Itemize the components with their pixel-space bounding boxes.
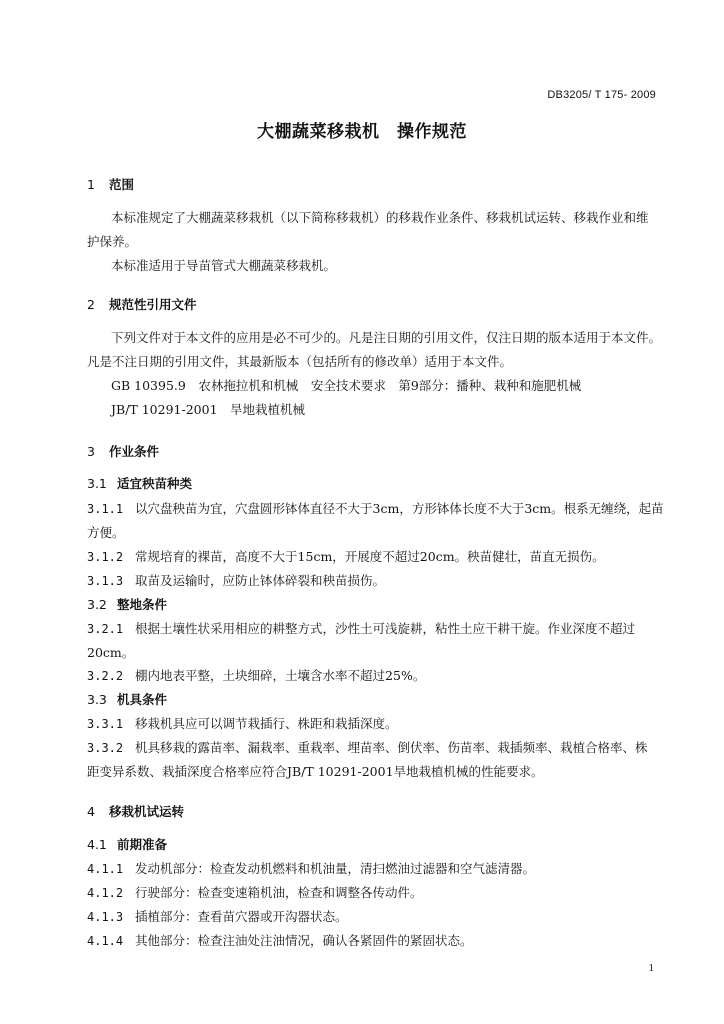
paragraph-line: 护保养。 bbox=[87, 234, 138, 249]
clause-text: 取苗及运输时，应防止钵体碎裂和秧苗损伤。 bbox=[135, 573, 386, 588]
clause-3-2-1 bbox=[87, 619, 635, 637]
clause-number: 3.1.3 bbox=[87, 574, 124, 588]
paragraph-line: 20cm。 bbox=[87, 645, 135, 660]
clause-number: 4.1.4 bbox=[87, 934, 124, 948]
subsection-heading-3-1 bbox=[87, 474, 192, 492]
clause-number: 3.2.2 bbox=[87, 669, 124, 683]
section-number: 1 bbox=[87, 177, 95, 192]
paragraph-line: 本标准适用于导苗管式大棚蔬菜移栽机。 bbox=[111, 258, 337, 273]
section-heading-2 bbox=[87, 295, 197, 313]
clause-number: 3.3.2 bbox=[87, 741, 124, 755]
clause-number: 3.1.1 bbox=[87, 502, 124, 516]
section-title: 范围 bbox=[109, 177, 135, 192]
page-number: 1 bbox=[648, 962, 654, 974]
subsection-number: 4.1 bbox=[87, 837, 107, 852]
subsection-number: 3.2 bbox=[87, 597, 107, 612]
clause-4-1-1 bbox=[87, 859, 535, 877]
clause-text: 行驶部分：检查变速箱机油，检查和调整各传动件。 bbox=[135, 885, 423, 900]
clause-text: 棚内地表平整，土块细碎，土壤含水率不超过25%。 bbox=[135, 668, 426, 683]
paragraph-line: 本标准规定了大棚蔬菜移栽机（以下简称移栽机）的移栽作业条件、移栽机试运转、移栽作业和维 bbox=[111, 210, 649, 225]
normative-reference: JB/T 10291-2001 旱地栽植机械 bbox=[111, 402, 306, 417]
paragraph-line: 方便。 bbox=[87, 525, 125, 540]
subsection-number: 3.3 bbox=[87, 692, 107, 707]
clause-4-1-3 bbox=[87, 907, 348, 925]
section-number: 3 bbox=[87, 444, 95, 459]
section-heading-3 bbox=[87, 442, 159, 460]
clause-3-1-3 bbox=[87, 571, 385, 589]
clause-3-2-2 bbox=[87, 666, 425, 684]
section-heading-1 bbox=[87, 175, 134, 193]
clause-number: 3.1.2 bbox=[87, 550, 124, 564]
clause-number: 3.2.1 bbox=[87, 622, 124, 636]
document-title: 大棚蔬菜移栽机 操作规范 bbox=[257, 122, 467, 142]
clause-text: 移栽机具应可以调节栽插行、株距和栽插深度。 bbox=[135, 716, 398, 731]
section-title: 作业条件 bbox=[109, 444, 160, 459]
subsection-title: 整地条件 bbox=[117, 597, 168, 612]
subsection-title: 机具条件 bbox=[117, 692, 168, 707]
clause-text: 以穴盘秧苗为宜，穴盘圆形钵体直径不大于3cm，方形钵体长度不大于3cm。根系无缠绕，起苗 bbox=[135, 501, 664, 516]
section-heading-4 bbox=[87, 802, 184, 820]
standard-code: DB3205/ T 175- 2009 bbox=[547, 89, 656, 101]
subsection-title: 前期准备 bbox=[117, 837, 168, 852]
clause-text: 根据土壤性状采用相应的耕整方式，沙性土可浅旋耕，粘性土应干耕干旋。作业深度不超过 bbox=[135, 621, 636, 636]
clause-3-3-2 bbox=[87, 738, 648, 756]
clause-4-1-2 bbox=[87, 883, 423, 901]
clause-3-1-1 bbox=[87, 499, 664, 517]
subsection-heading-3-3 bbox=[87, 690, 167, 708]
clause-number: 3.3.1 bbox=[87, 717, 124, 731]
clause-text: 插植部分：查看苗穴器或开沟器状态。 bbox=[135, 909, 348, 924]
clause-text: 常规培育的裸苗，高度不大于15cm，开展度不超过20cm。秧苗健壮，苗直无损伤。 bbox=[135, 549, 605, 564]
clause-3-1-2 bbox=[87, 547, 605, 565]
clause-text: 机具移栽的露苗率、漏栽率、重栽率、埋苗率、倒伏率、伤苗率、栽插频率、栽植合格率、株 bbox=[135, 740, 648, 755]
clause-4-1-4 bbox=[87, 931, 473, 949]
clause-number: 4.1.1 bbox=[87, 862, 124, 876]
clause-text: 发动机部分：检查发动机燃料和机油量，清扫燃油过滤器和空气滤清器。 bbox=[135, 861, 536, 876]
normative-reference: GB 10395.9 农林拖拉机和机械 安全技术要求 第9部分：播种、栽种和施肥机械 bbox=[111, 378, 582, 393]
clause-text: 其他部分：检查注油处注油情况，确认各紧固件的紧固状态。 bbox=[135, 933, 473, 948]
section-title: 规范性引用文件 bbox=[109, 297, 197, 312]
paragraph-line: 下列文件对于本文件的应用是必不可少的。凡是注日期的引用文件，仅注日期的版本适用于本文件。 bbox=[111, 330, 662, 345]
subsection-number: 3.1 bbox=[87, 476, 107, 491]
paragraph-line: 距变异系数、栽插深度合格率应符合JB/T 10291-2001旱地栽植机械的性能要求。 bbox=[87, 764, 544, 779]
section-title: 移栽机试运转 bbox=[109, 804, 185, 819]
clause-number: 4.1.3 bbox=[87, 910, 124, 924]
section-number: 4 bbox=[87, 804, 95, 819]
clause-number: 4.1.2 bbox=[87, 886, 124, 900]
clause-3-3-1 bbox=[87, 714, 398, 732]
section-number: 2 bbox=[87, 297, 95, 312]
subsection-title: 适宜秧苗种类 bbox=[117, 476, 193, 491]
paragraph-line: 凡是不注日期的引用文件，其最新版本（包括所有的修改单）适用于本文件。 bbox=[87, 354, 513, 369]
subsection-heading-4-1 bbox=[87, 835, 167, 853]
subsection-heading-3-2 bbox=[87, 595, 167, 613]
